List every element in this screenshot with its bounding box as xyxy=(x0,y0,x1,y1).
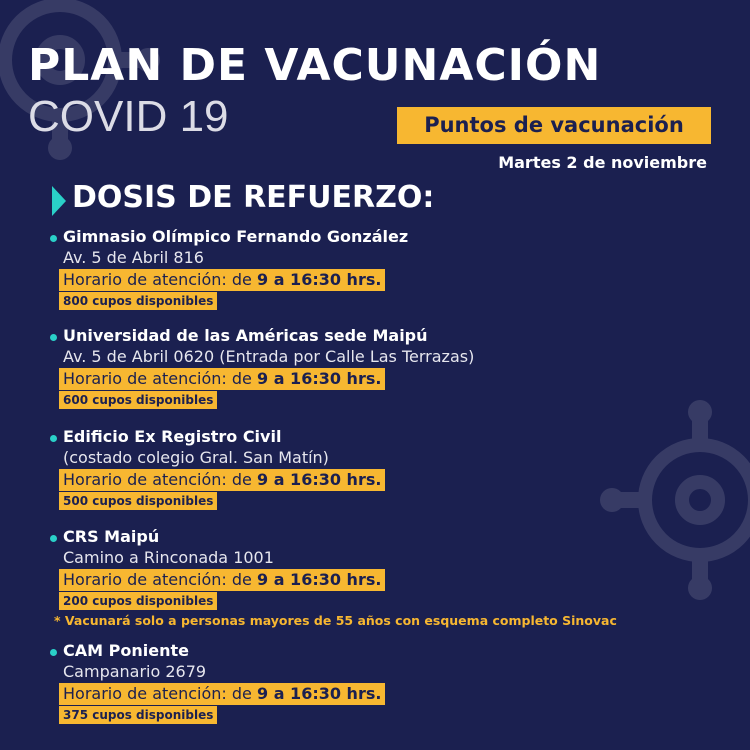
bullet-icon xyxy=(50,435,57,442)
site-name: CRS Maipú xyxy=(63,527,160,546)
bullet-icon xyxy=(50,334,57,341)
site-address: Av. 5 de Abril 0620 (Entrada por Calle Las Terrazas) xyxy=(63,347,475,366)
bullet-icon xyxy=(50,649,57,656)
capacity-badge: 375 cupos disponibles xyxy=(59,706,217,724)
site-name: CAM Poniente xyxy=(63,641,189,660)
footnote: * Vacunará solo a personas mayores de 55 años con esquema completo Sinovac xyxy=(54,613,617,628)
capacity-badge: 800 cupos disponibles xyxy=(59,292,217,310)
site-address: Campanario 2679 xyxy=(63,662,207,681)
capacity-badge: 600 cupos disponibles xyxy=(59,391,217,409)
capacity-badge: 200 cupos disponibles xyxy=(59,592,217,610)
virus-icon xyxy=(600,400,750,600)
site-name: Edificio Ex Registro Civil xyxy=(63,427,282,446)
site-address: Camino a Rinconada 1001 xyxy=(63,548,274,567)
schedule-label: Horario de atención: de 9 a 16:30 hrs. xyxy=(59,368,385,390)
section-title: DOSIS DE REFUERZO: xyxy=(72,180,435,215)
schedule-label: Horario de atención: de 9 a 16:30 hrs. xyxy=(59,269,385,291)
site-name: Universidad de las Américas sede Maipú xyxy=(63,326,428,345)
arrow-icon xyxy=(52,186,66,216)
site-address: Av. 5 de Abril 816 xyxy=(63,248,204,267)
capacity-badge: 500 cupos disponibles xyxy=(59,492,217,510)
site-name: Gimnasio Olímpico Fernando González xyxy=(63,227,409,246)
schedule-label: Horario de atención: de 9 a 16:30 hrs. xyxy=(59,469,385,491)
page-subtitle: COVID 19 xyxy=(28,92,229,141)
section-badge: Puntos de vacunación xyxy=(397,107,711,144)
date-label: Martes 2 de noviembre xyxy=(498,153,707,172)
page-title: PLAN DE VACUNACIÓN xyxy=(28,40,602,91)
bullet-icon xyxy=(50,235,57,242)
site-address: (costado colegio Gral. San Matín) xyxy=(63,448,329,467)
schedule-label: Horario de atención: de 9 a 16:30 hrs. xyxy=(59,569,385,591)
bullet-icon xyxy=(50,535,57,542)
schedule-label: Horario de atención: de 9 a 16:30 hrs. xyxy=(59,683,385,705)
